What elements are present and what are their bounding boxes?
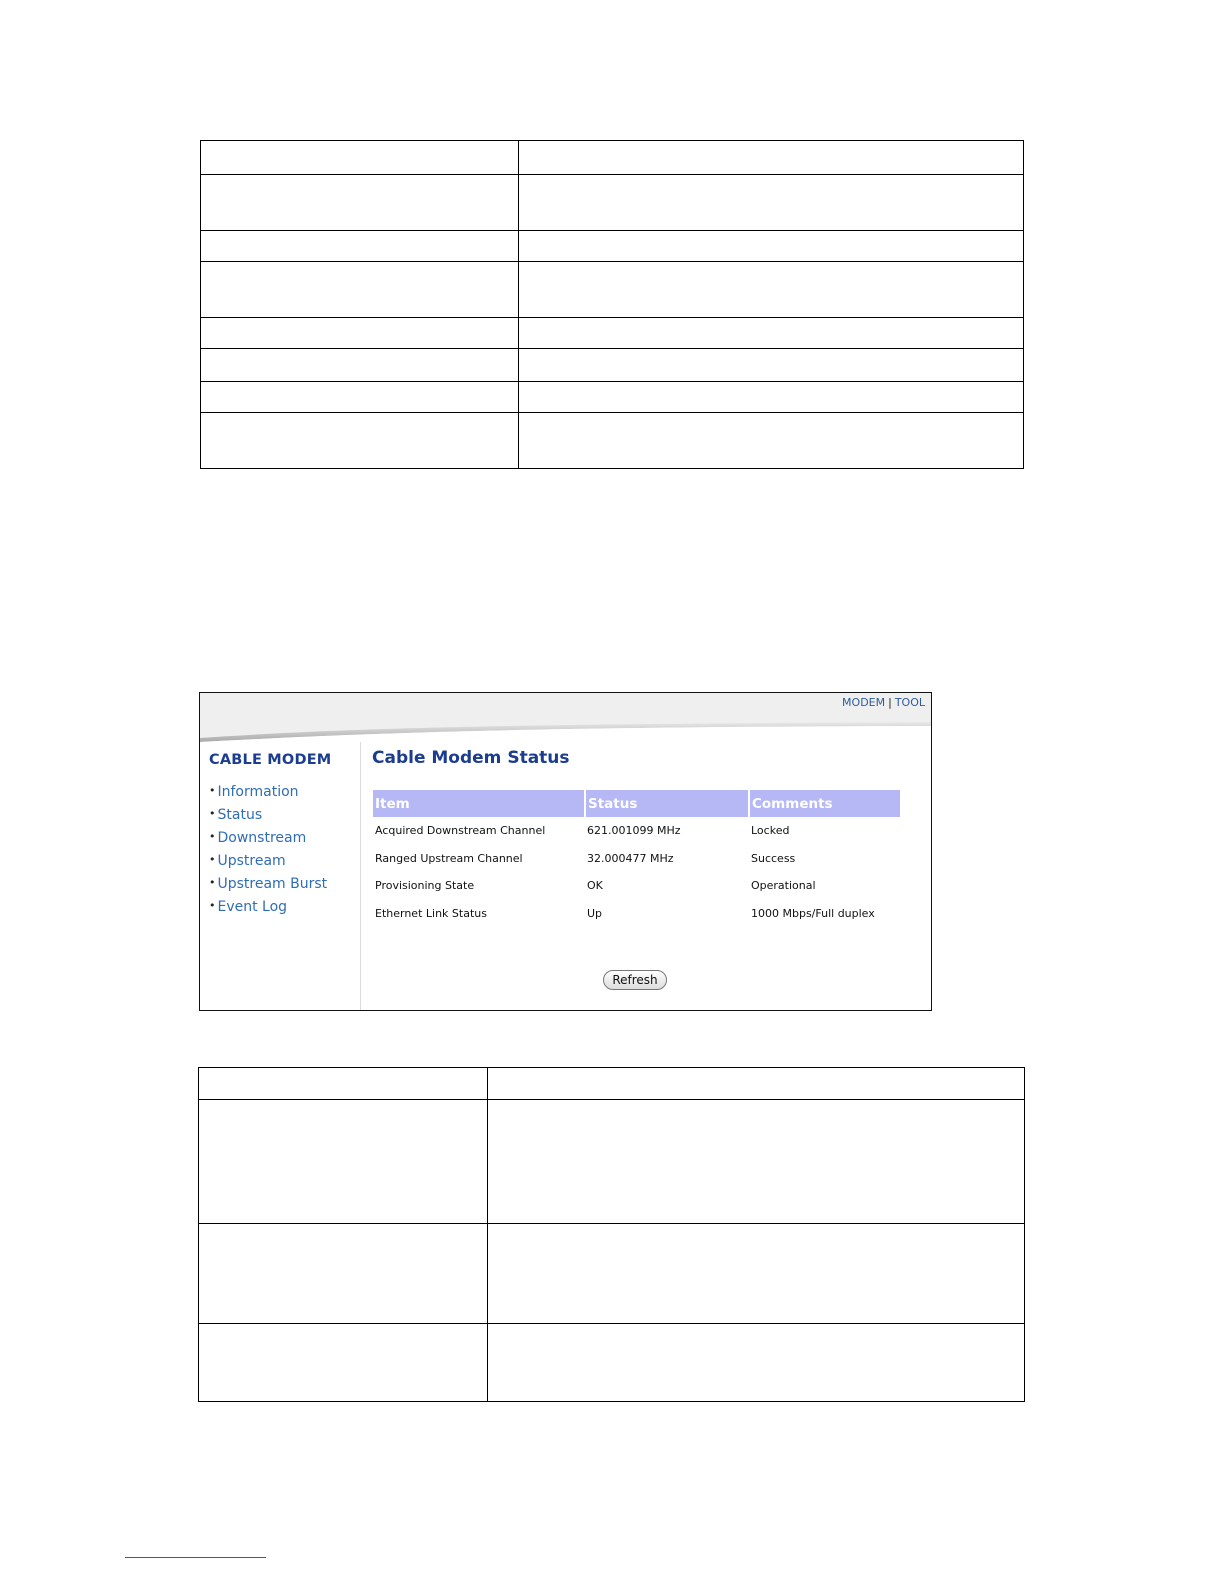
comments-cell: Operational	[751, 879, 816, 893]
table-cell	[519, 141, 1024, 175]
bullet-icon: •	[209, 784, 216, 797]
status-cell: 32.000477 MHz	[587, 851, 674, 865]
sidebar-item-label: Status	[217, 807, 263, 823]
sidebar-item-label: Upstream Burst	[217, 876, 328, 892]
page-title: Cable Modem Status	[372, 748, 570, 768]
sidebar	[200, 742, 361, 1010]
table-cell	[519, 382, 1024, 413]
table-cell	[519, 262, 1024, 318]
sidebar-item-label: Event Log	[217, 899, 288, 915]
table-cell	[488, 1068, 1025, 1100]
bullet-icon: •	[209, 853, 216, 866]
header-swoosh	[200, 712, 932, 742]
main-content	[361, 742, 931, 1010]
sidebar-item-information[interactable]	[209, 784, 327, 807]
table-cell	[199, 1324, 488, 1402]
table-cell	[519, 318, 1024, 349]
sidebar-item-downstream[interactable]	[209, 830, 327, 853]
table-cell	[199, 1224, 488, 1324]
item-cell: Ranged Upstream Channel	[375, 851, 523, 865]
modem-link[interactable]: MODEM	[842, 696, 886, 709]
table-row	[373, 817, 900, 845]
refresh-button[interactable]: Refresh	[603, 970, 667, 990]
tool-link[interactable]: TOOL	[894, 696, 925, 709]
sidebar-item-status[interactable]	[209, 807, 327, 830]
table-cell	[488, 1324, 1025, 1402]
status-cell: OK	[587, 879, 603, 893]
table-cell	[488, 1100, 1025, 1224]
top-bar	[200, 693, 931, 712]
top-links	[842, 696, 925, 709]
table-cell	[201, 175, 519, 231]
table-cell	[199, 1068, 488, 1100]
item-cell: Acquired Downstream Channel	[375, 824, 546, 838]
footnote-divider	[125, 1557, 266, 1558]
document-table-bottom	[198, 1067, 1025, 1402]
table-cell	[519, 349, 1024, 382]
bullet-icon: •	[209, 807, 216, 820]
comments-cell: 1000 Mbps/Full duplex	[751, 906, 875, 920]
sidebar-item-label: Downstream	[217, 830, 307, 846]
cable-modem-web-ui	[199, 692, 932, 1011]
table-cell	[201, 382, 519, 413]
sidebar-item-upstream-burst[interactable]	[209, 876, 327, 899]
bullet-icon: •	[209, 830, 216, 843]
item-cell: Ethernet Link Status	[375, 906, 487, 920]
sidebar-item-upstream[interactable]	[209, 853, 327, 876]
table-cell	[519, 413, 1024, 469]
status-cell: 621.001099 MHz	[587, 824, 681, 838]
table-cell	[519, 231, 1024, 262]
table-row	[373, 900, 900, 928]
table-cell	[201, 141, 519, 175]
status-table	[373, 790, 900, 927]
bullet-icon: •	[209, 899, 216, 912]
table-cell	[201, 413, 519, 469]
column-header-status: Status	[585, 790, 749, 817]
column-header-comments: Comments	[749, 790, 900, 817]
table-cell	[201, 231, 519, 262]
sidebar-title: CABLE MODEM	[209, 752, 332, 768]
table-row	[373, 872, 900, 900]
sidebar-menu	[209, 784, 327, 922]
sidebar-item-label: Information	[217, 784, 299, 800]
table-cell	[199, 1100, 488, 1224]
sidebar-item-event-log[interactable]	[209, 899, 327, 922]
table-cell	[201, 262, 519, 318]
table-cell	[488, 1224, 1025, 1324]
table-row	[373, 845, 900, 873]
comments-cell: Locked	[751, 824, 790, 838]
table-cell	[201, 349, 519, 382]
document-table-top	[200, 140, 1024, 469]
status-cell: Up	[587, 906, 603, 920]
comments-cell: Success	[751, 851, 796, 865]
bullet-icon: •	[209, 876, 216, 889]
column-header-item: Item	[373, 790, 585, 817]
table-header-row	[373, 790, 900, 817]
link-separator: |	[888, 696, 892, 709]
table-cell	[201, 318, 519, 349]
item-cell: Provisioning State	[375, 879, 475, 893]
sidebar-item-label: Upstream	[217, 853, 286, 869]
table-cell	[519, 175, 1024, 231]
